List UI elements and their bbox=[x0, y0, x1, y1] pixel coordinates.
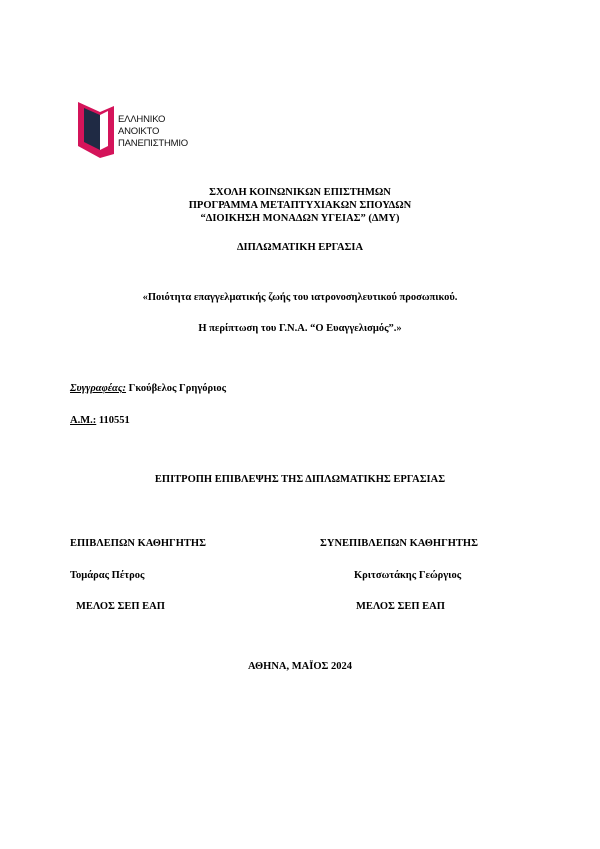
am-label: Α.Μ.: bbox=[70, 415, 97, 426]
am-field bbox=[70, 415, 130, 426]
thesis-title-line-1: «Ποιότητα επαγγελματικής ζωής του ιατρονοσηλευτικού προσωπικού. bbox=[142, 292, 458, 303]
thesis-title-line-2: Η περίπτωση του Γ.Ν.Α. “Ο Ευαγγελισμός”.» bbox=[198, 323, 402, 334]
committee-heading: ΕΠΙΤΡΟΠΗ ΕΠΙΒΛΕΨΗΣ ΤΗΣ ΔΙΠΛΩΜΑΤΙΚΗΣ ΕΡΓΑΣΙΑΣ bbox=[154, 474, 446, 485]
university-logo-text bbox=[118, 114, 188, 150]
header-block bbox=[0, 186, 600, 225]
author-label: Συγγραφέας: bbox=[70, 383, 127, 394]
co-supervisor-name: Κριτσωτάκης Γεώργιος bbox=[354, 570, 462, 581]
co-supervisor-position: ΜΕΛΟΣ ΣΕΠ ΕΑΠ bbox=[356, 601, 445, 612]
university-logo-mark-icon bbox=[78, 100, 114, 158]
am-value: 110551 bbox=[98, 415, 130, 426]
supervisor-position: ΜΕΛΟΣ ΣΕΠ ΕΑΠ bbox=[76, 601, 165, 612]
logo-line-3: ΠΑΝΕΠΙΣΤΗΜΙΟ bbox=[118, 138, 188, 149]
co-supervisor-role: ΣΥΝΕΠΙΒΛΕΠΩΝ ΚΑΘΗΓΗΤΗΣ bbox=[320, 538, 478, 549]
author-name: Γκούβελος Γρηγόριος bbox=[128, 383, 227, 394]
supervisor-name: Τομάρας Πέτρος bbox=[70, 570, 145, 581]
place-date: ΑΘΗΝΑ, ΜΑΪΟΣ 2024 bbox=[248, 661, 352, 672]
program-name: ΠΡΟΓΡΑΜΜΑ ΜΕΤΑΠΤΥΧΙΑΚΩΝ ΣΠΟΥΔΩΝ bbox=[188, 200, 412, 211]
specialization-name: “ΔΙΟΙΚΗΣΗ ΜΟΝΑΔΩΝ ΥΓΕΙΑΣ” (ΔΜΥ) bbox=[200, 213, 400, 224]
logo-line-2: ΑΝΟΙΚΤΟ bbox=[118, 126, 160, 137]
school-name: ΣΧΟΛΗ ΚΟΙΝΩΝΙΚΩΝ ΕΠΙΣΤΗΜΩΝ bbox=[209, 187, 391, 198]
thesis-label: ΔΙΠΛΩΜΑΤΙΚΗ ΕΡΓΑΣΙΑ bbox=[236, 242, 364, 253]
logo-line-1: ΕΛΛΗΝΙΚΟ bbox=[118, 114, 166, 125]
supervisor-role: ΕΠΙΒΛΕΠΩΝ ΚΑΘΗΓΗΤΗΣ bbox=[70, 538, 206, 549]
author-field bbox=[70, 383, 226, 394]
university-logo bbox=[78, 100, 198, 162]
